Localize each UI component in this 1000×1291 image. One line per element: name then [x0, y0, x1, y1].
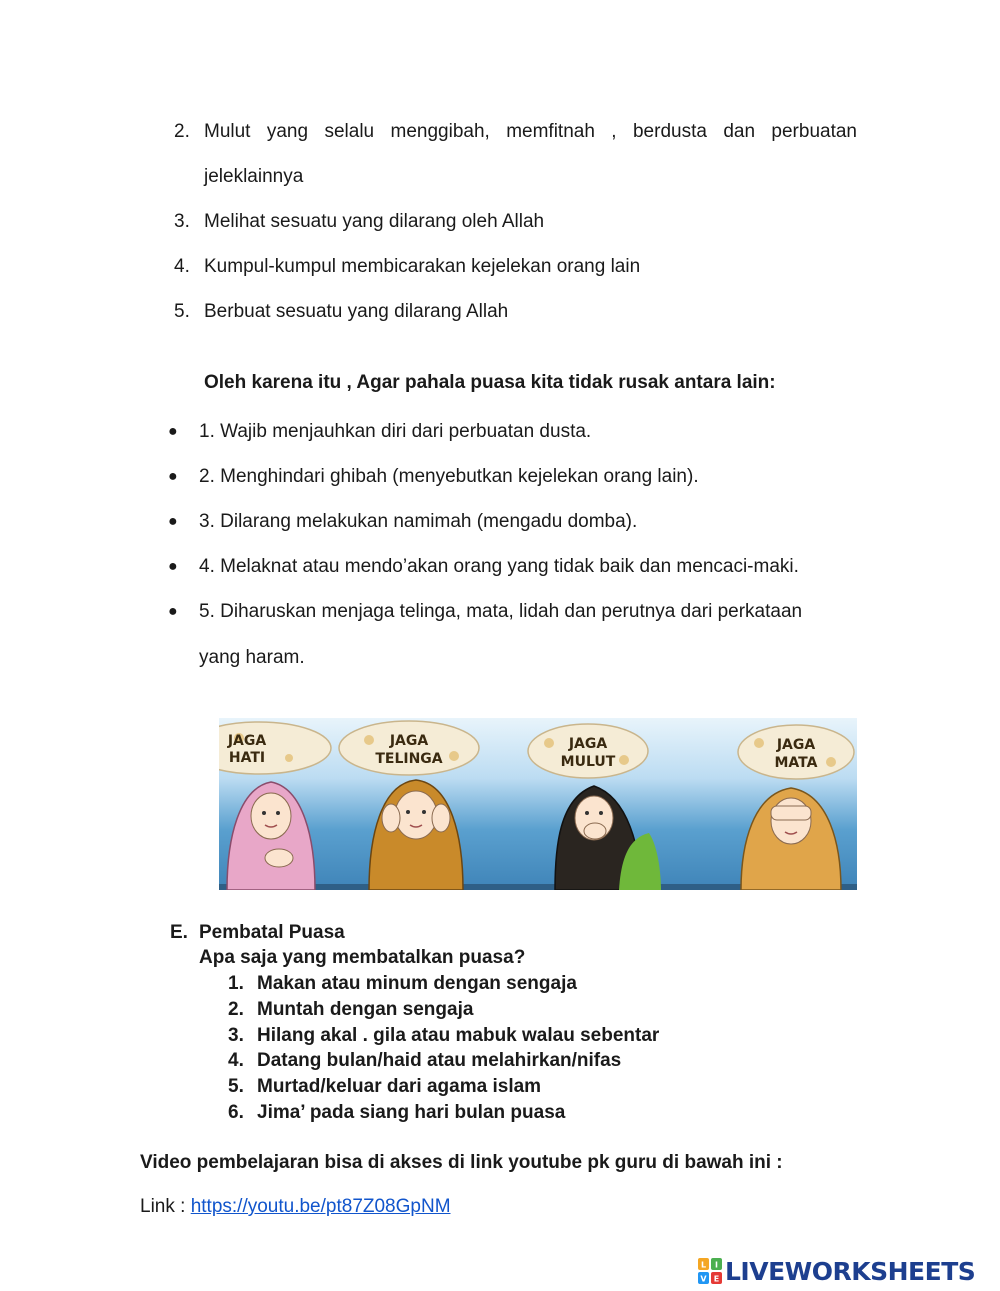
list-number: 4.: [174, 256, 190, 277]
list-item-text: Kumpul-kumpul membicarakan kejelekan orang lain: [204, 256, 641, 277]
list-number: 2.: [174, 121, 190, 142]
bullet-item: 4. Melaknat atau mendo’akan orang yang tidak baik dan mencaci-maki.: [199, 556, 799, 577]
enum-number: 3.: [228, 1025, 244, 1046]
svg-text:JAGA: JAGA: [568, 736, 608, 752]
enum-number: 2.: [228, 999, 244, 1020]
video-note: Video pembelajaran bisa di akses di link youtube pk guru di bawah ini :: [140, 1152, 783, 1173]
svg-text:V: V: [700, 1274, 707, 1284]
enum-item: Murtad/keluar dari agama islam: [257, 1076, 542, 1097]
bullet-icon: ●: [168, 558, 178, 575]
liveworksheets-logo[interactable]: [698, 1256, 975, 1286]
bullet-icon: ●: [168, 603, 178, 620]
section-heading: Oleh karena itu , Agar pahala puasa kita tidak rusak antara lain:: [204, 372, 776, 393]
svg-text:E: E: [713, 1274, 720, 1284]
svg-text:TELINGA: TELINGA: [375, 751, 443, 767]
enum-number: 6.: [228, 1102, 244, 1123]
bullet-item: 5. Diharuskan menjaga telinga, mata, lidah dan perutnya dari perkataan: [199, 601, 803, 622]
bullet-icon: ●: [168, 513, 178, 530]
bullet-item: 1. Wajib menjauhkan diri dari perbuatan dusta.: [199, 421, 592, 442]
svg-text:HATI: HATI: [228, 750, 266, 766]
speech-bubble-mulut: [528, 724, 648, 778]
bullet-item: 2. Menghindari ghibah (menyebutkan kejelekan orang lain).: [199, 466, 699, 487]
svg-text:JAGA: JAGA: [389, 733, 429, 749]
liveworksheets-logo-icon: [698, 1258, 722, 1284]
bullet-icon: ●: [168, 423, 178, 440]
list-item-text: Mulut yang selalu menggibah, memfitnah , berdusta dan perbuatan: [204, 121, 857, 142]
bullet-icon: ●: [168, 468, 178, 485]
list-item-text: Berbuat sesuatu yang dilarang Allah: [204, 301, 509, 322]
enum-item: Makan atau minum dengan sengaja: [257, 973, 577, 994]
speech-bubble-telinga: [339, 721, 479, 775]
section-letter: E.: [170, 922, 188, 943]
link-label: Link :: [140, 1196, 191, 1217]
logo-text: LIVEWORKSHEETS: [725, 1256, 976, 1286]
youtube-link[interactable]: https://youtu.be/pt87Z08GpNM: [190, 1196, 451, 1217]
link-line: [140, 1196, 451, 1218]
section-question: Apa saja yang membatalkan puasa?: [199, 947, 526, 968]
svg-text:MULUT: MULUT: [560, 754, 616, 770]
enum-item: Jima’ pada siang hari bulan puasa: [257, 1102, 566, 1123]
list-number: 5.: [174, 301, 190, 322]
list-item-continuation: jeleklainnya: [204, 166, 304, 187]
jaga-illustration: [219, 718, 857, 890]
bullet-item: 3. Dilarang melakukan namimah (mengadu domba).: [199, 511, 638, 532]
enum-item: Datang bulan/haid atau melahirkan/nifas: [257, 1050, 622, 1071]
enum-item: Muntah dengan sengaja: [257, 999, 474, 1020]
enum-item: Hilang akal . gila atau mabuk walau sebentar: [257, 1025, 660, 1046]
svg-text:JAGA: JAGA: [227, 733, 267, 749]
list-item-text: Melihat sesuatu yang dilarang oleh Allah: [204, 211, 545, 232]
enum-number: 4.: [228, 1050, 244, 1071]
svg-text:I: I: [715, 1260, 718, 1270]
list-number: 3.: [174, 211, 190, 232]
enum-number: 1.: [228, 973, 244, 994]
svg-text:MATA: MATA: [774, 755, 818, 771]
svg-text:JAGA: JAGA: [776, 737, 816, 753]
section-title: Pembatal Puasa: [199, 922, 345, 943]
enum-number: 5.: [228, 1076, 244, 1097]
speech-bubble-mata: [738, 725, 854, 779]
bullet-item-continuation: yang haram.: [199, 647, 305, 668]
svg-text:L: L: [700, 1260, 707, 1270]
